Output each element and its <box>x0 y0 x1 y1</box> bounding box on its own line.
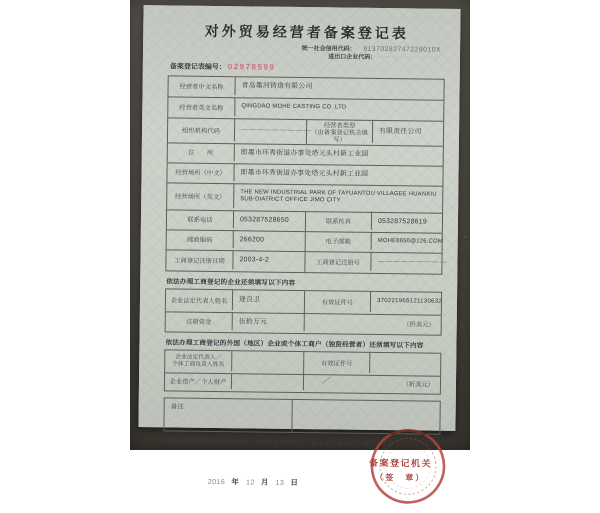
row-value: THE NEW INDUSTRIAL PARK OF TAYUANTOU VILLAGEE HUANXIU SUB-DIATRICT OFFICE JIMO CITY <box>233 183 442 211</box>
registration-number-line <box>170 61 445 74</box>
row-label: 注册资金 <box>166 311 232 332</box>
row-label: 组织机构代码 <box>168 117 234 143</box>
row-value: 2003-4-2 <box>232 250 304 270</box>
registration-number-value: 02978599 <box>227 62 276 72</box>
row-label2 <box>306 119 372 145</box>
row-label: 联系电话 <box>167 209 233 230</box>
row-value2 <box>369 353 440 374</box>
foreign-enterprise-table <box>164 349 441 394</box>
operator-type-sublabel: （由备案登记机关填写） <box>311 128 368 144</box>
row-value2: 053287528619 <box>371 212 442 231</box>
usd-equivalent-note <box>303 374 440 392</box>
section1-title: 依法办理工商登记的企业还须填写以下内容 <box>166 278 296 287</box>
row-label: 邮政编码 <box>167 229 233 250</box>
row-value: 266200 <box>233 230 305 249</box>
remark-label: 备注 <box>170 403 184 411</box>
registration-date <box>205 476 299 488</box>
ie-code-label: 进出口企业代码： <box>328 54 377 61</box>
seal-here-label: （签 章） <box>375 472 426 483</box>
row-value <box>231 351 303 372</box>
row-value2: ————————— <box>370 252 441 272</box>
registration-number-label: 备案登记表编号： <box>169 63 226 72</box>
footer-instruction: 填表前请认真阅读背面的条款，并由企业法定代表人或个体工商负责人签字、盖章。 <box>164 438 401 449</box>
row-value: 伍拾万元 <box>232 312 304 331</box>
table-row <box>168 117 443 145</box>
row-label2: 有效证件号 <box>304 291 370 314</box>
stray-pen-mark: × <box>463 235 467 242</box>
date-year-label: 年 <box>231 477 240 487</box>
document-photo <box>130 0 470 488</box>
row-label2: 工商登记注册号 <box>304 251 370 273</box>
registration-authority-block <box>369 456 432 484</box>
registration-form-paper <box>138 5 467 488</box>
section2-title: 依法办理工商登记的外国（地区）企业或个体工商户（独资经营者）还须填写以下内容 <box>165 339 424 350</box>
foreign-rep-label-line1: 企业法定代表人／ <box>175 354 222 362</box>
row-label: 住 所 <box>168 142 234 163</box>
table-row <box>167 182 442 212</box>
row-value: QINGDAO MOHE CASTING CO .LTD <box>234 97 443 119</box>
row-label2: 电子邮箱 <box>305 231 371 252</box>
date-year-value: 2016 <box>207 478 226 487</box>
row-value2: 370221965121130632 <box>370 292 441 313</box>
operator-type-label: 经营者类型 <box>323 121 356 130</box>
remark-label-cell <box>164 398 291 432</box>
form-content <box>138 5 467 503</box>
date-month-value: 12 <box>245 479 255 487</box>
usd-equivalent-note: （折美元） <box>304 313 441 333</box>
date-day-value: 13 <box>275 479 285 487</box>
usd-note-text: （折美元） <box>402 381 435 389</box>
row-value: 逄良卫 <box>232 290 304 311</box>
row-value <box>231 373 303 390</box>
table-row <box>166 249 448 273</box>
row-label: 企业资产／个人财产 <box>165 372 231 391</box>
row-value: 即墨市环秀街道办事处塔元头村新工业园 <box>233 163 442 184</box>
row-value: 053287528650 <box>233 210 305 229</box>
credit-code-value: 91370282747229010X <box>363 45 442 54</box>
row-value2: 有限责任公司 <box>372 120 443 144</box>
date-day-label: 日 <box>290 477 299 488</box>
row-label: 企业法定代表人姓名 <box>170 296 228 305</box>
legal-representative-table <box>165 288 443 335</box>
ie-code-value: －－－－－－－－－ <box>377 54 441 62</box>
row-label2: 联系传真 <box>305 211 371 232</box>
code-block <box>168 43 441 62</box>
row-value: 青岛墨河铸造有限公司 <box>234 77 443 98</box>
foreign-rep-label-line2: 个体工商负责人姓名 <box>172 361 225 369</box>
row-label: 经营者中文名称 <box>179 83 224 91</box>
form-title: 对外贸易经营者备案登记表 <box>204 22 409 42</box>
registration-authority-label: 备案登记机关 <box>368 457 433 469</box>
row-value: 即墨市环秀街道办事处塔元头村新工业园 <box>234 143 443 164</box>
credit-code-label: 统一社会信用代码： <box>301 46 356 53</box>
main-info-table <box>165 75 448 274</box>
stamp-area <box>163 447 441 502</box>
row-label: 经营场所（英文） <box>167 182 233 210</box>
table-row <box>165 372 440 393</box>
row-label: 工商登记注册日期 <box>166 249 232 271</box>
row-label2: 有效证件号 <box>303 352 369 375</box>
date-month-label: 月 <box>260 477 270 487</box>
handwritten-slash: ／ <box>321 374 332 386</box>
row-value: ————————— <box>234 118 306 142</box>
table-row <box>166 311 441 334</box>
row-label: 经营场所（中文） <box>167 162 233 183</box>
row-value2: MOHE8650@126.COM <box>371 232 442 251</box>
row-label <box>165 350 231 373</box>
row-label: 经营者英文名称 <box>168 96 234 118</box>
